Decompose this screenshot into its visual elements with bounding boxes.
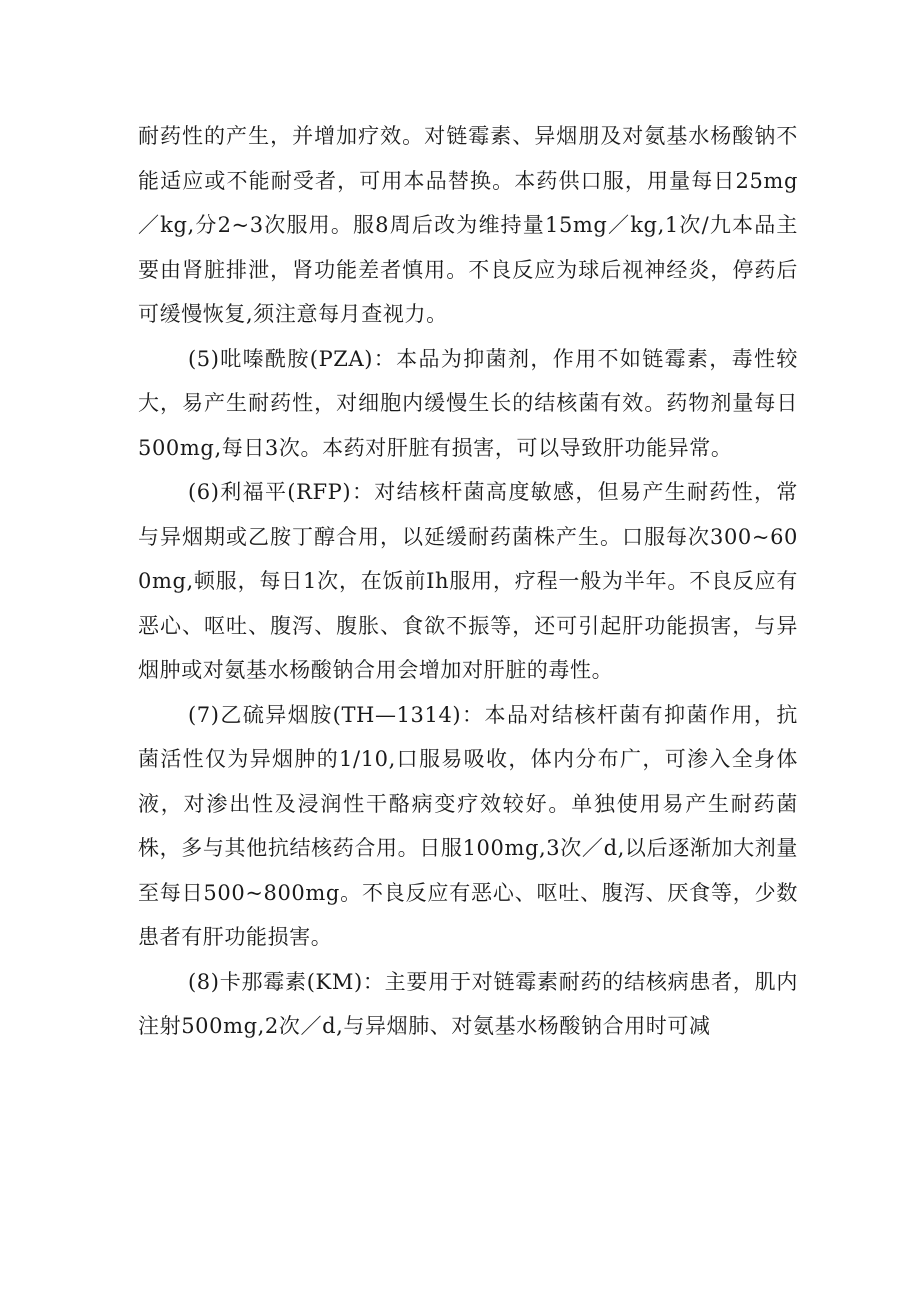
paragraph-rifampicin: (6)利福平(RFP)：对结核杆菌高度敏感，但易产生耐药性，常与异烟期或乙胺丁醇合用，以延缓耐药菌株产生。口服每次300~600mg,顿服，每日1次，在饭前Ih服用，疗程一般为半年。不良反应有恶心、呕吐、腹泻、腹胀、食欲不振等，还可引起肝功能损害，与异烟肿或对氨基水杨酸钠合用会增加对肝脏的毒性。: [138, 480, 798, 682]
paragraph-ethambutol-continued: 耐药性的产生，并增加疗效。对链霉素、异烟朋及对氨基水杨酸钠不能适应或不能耐受者，可用本品替换。本药供口服，用量每日25mg／kg,分2~3次服用。服8周后改为维持量15mg／kg,1次/九本品主要由肾脏排泄，肾功能差者慎用。不良反应为球后视神经炎，停药后可缓慢恢复,须注意每月查视力。: [138, 124, 798, 326]
paragraph-ethionamide: (7)乙硫异烟胺(TH—1314)：本品对结核杆菌有抑菌作用，抗菌活性仅为异烟肿的1/10,口服易吸收，体内分布广，可渗入全身体液，对渗出性及浸润性干酪病变疗效较好。单独使用易产生耐药菌株，多与其他抗结核药合用。日服100mg,3次／d,以后逐渐加大剂量至每日500~800mg。不良反应有恶心、呕吐、腹泻、厌食等，少数患者有肝功能损害。: [138, 702, 798, 949]
document-page: [138, 114, 798, 1049]
paragraph-kanamycin: (8)卡那霉素(KM)：主要用于对链霉素耐药的结核病患者，肌内注射500mg,2次／d,与异烟肺、对氨基水杨酸钠合用时可减: [138, 969, 798, 1038]
paragraph-pyrazinamide: (5)吡嗪酰胺(PZA)：本品为抑菌剂，作用不如链霉素，毒性较大，易产生耐药性，对细胞内缓慢生长的结核菌有效。药物剂量每日500mg,每日3次。本药对肝脏有损害，可以导致肝功能异常。: [138, 346, 798, 460]
